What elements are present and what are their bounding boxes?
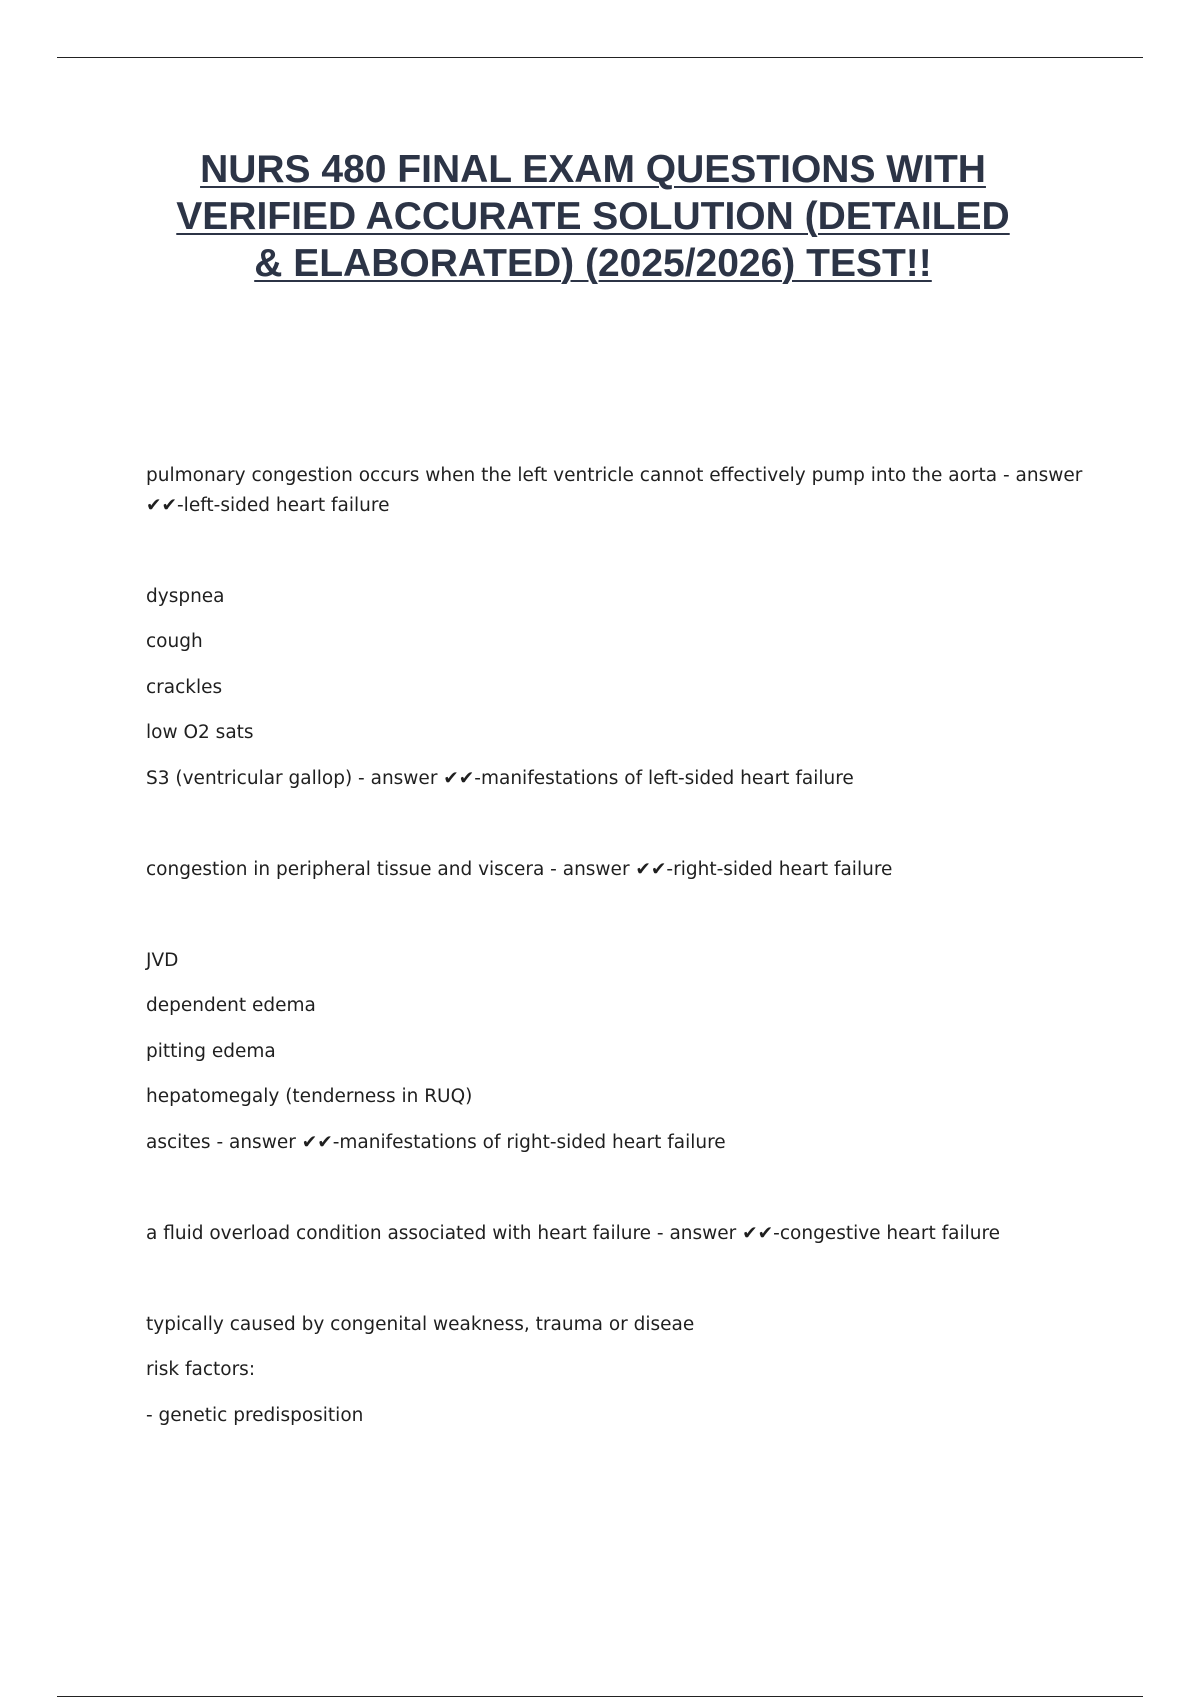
document-title	[120, 146, 1066, 287]
text-line: ✔✔-left-sided heart failure	[146, 495, 390, 516]
text-line: pitting edema	[146, 1041, 276, 1062]
text-line: pulmonary congestion occurs when the left ventricle cannot effectively pump into the aorta - answer	[146, 465, 1083, 486]
text-line: a fluid overload condition associated with heart failure - answer ✔✔-congestive heart failure	[146, 1223, 1001, 1244]
text-line: ascites - answer ✔✔-manifestations of right-sided heart failure	[146, 1132, 726, 1153]
header-rule	[57, 57, 1143, 58]
text-line: - genetic predisposition	[146, 1405, 364, 1426]
text-line: cough	[146, 631, 203, 652]
text-line: dyspnea	[146, 586, 225, 607]
text-line: JVD	[146, 950, 179, 971]
title-line: & ELABORATED) (2025/2026) TEST!!	[254, 242, 932, 285]
text-line: hepatomegaly (tenderness in RUQ)	[146, 1086, 473, 1107]
text-line: typically caused by congenital weakness, trauma or diseae	[146, 1314, 695, 1335]
text-line: congestion in peripheral tissue and viscera - answer ✔✔-right-sided heart failure	[146, 859, 893, 880]
title-line: NURS 480 FINAL EXAM QUESTIONS WITH	[200, 148, 986, 191]
text-line: crackles	[146, 677, 223, 698]
title-line: VERIFIED ACCURATE SOLUTION (DETAILED	[176, 195, 1010, 238]
text-line: low O2 sats	[146, 722, 254, 743]
text-line: risk factors:	[146, 1359, 256, 1380]
footer-rule	[57, 1696, 1143, 1697]
text-line: S3 (ventricular gallop) - answer ✔✔-manifestations of left-sided heart failure	[146, 768, 854, 789]
text-line: dependent edema	[146, 995, 316, 1016]
